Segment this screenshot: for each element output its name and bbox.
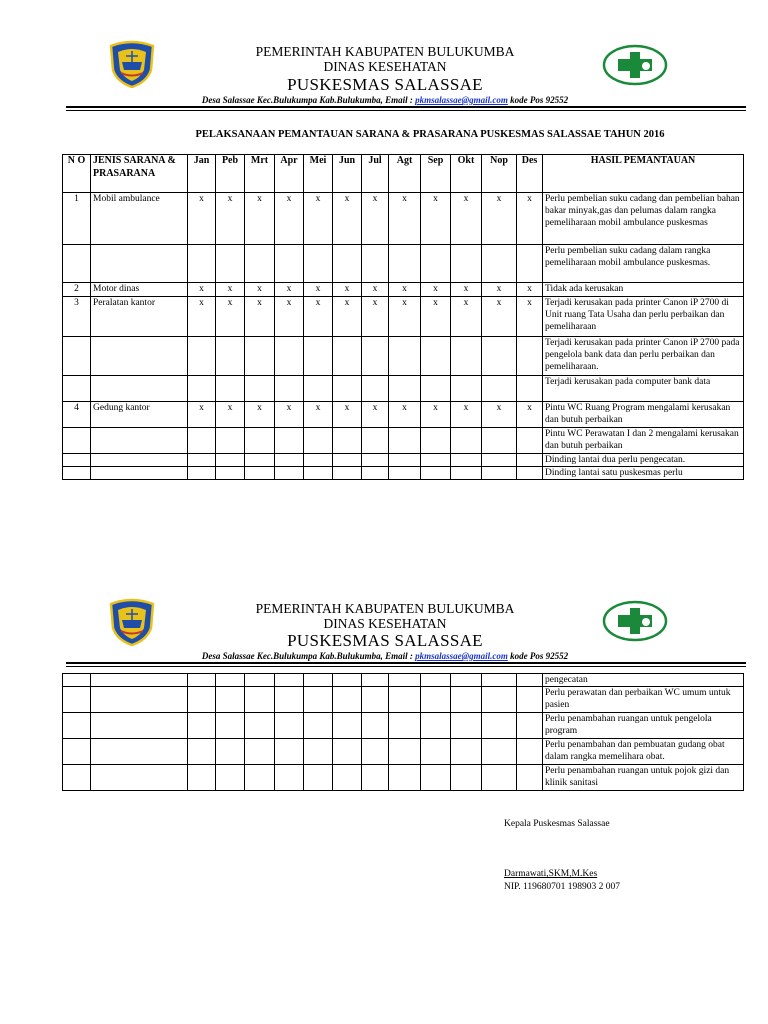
empty-cell <box>451 765 482 791</box>
month-mark <box>482 427 517 453</box>
month-mark <box>451 427 482 453</box>
month-mark <box>517 427 543 453</box>
empty-cell <box>216 713 245 739</box>
month-mark <box>304 245 333 283</box>
month-mark: x <box>275 401 304 427</box>
empty-cell <box>91 765 188 791</box>
table-row <box>63 713 744 739</box>
month-mark: x <box>482 283 517 297</box>
month-mark <box>245 375 275 401</box>
month-mark <box>275 466 304 479</box>
row-number: 1 <box>63 193 91 245</box>
empty-cell <box>451 713 482 739</box>
table-row <box>63 245 744 283</box>
col-month: Peb <box>216 155 245 193</box>
month-mark: x <box>245 193 275 245</box>
month-mark <box>517 375 543 401</box>
address-line <box>160 95 610 105</box>
empty-cell <box>389 674 421 687</box>
month-mark <box>389 453 421 466</box>
month-mark <box>389 427 421 453</box>
month-mark: x <box>482 193 517 245</box>
empty-cell <box>91 713 188 739</box>
empty-cell <box>333 739 362 765</box>
empty-cell <box>63 713 91 739</box>
month-mark: x <box>188 296 216 336</box>
month-mark <box>188 453 216 466</box>
empty-cell <box>333 687 362 713</box>
month-mark <box>275 453 304 466</box>
month-mark: x <box>245 401 275 427</box>
empty-cell <box>304 674 333 687</box>
table-row <box>63 765 744 791</box>
month-mark <box>451 453 482 466</box>
empty-cell <box>333 713 362 739</box>
month-mark: x <box>188 193 216 245</box>
empty-cell <box>421 674 451 687</box>
month-mark: x <box>216 283 245 297</box>
month-mark <box>517 245 543 283</box>
empty-cell <box>362 739 389 765</box>
col-month: Okt <box>451 155 482 193</box>
month-mark <box>451 245 482 283</box>
facility-type <box>91 245 188 283</box>
row-number <box>63 336 91 375</box>
empty-cell <box>362 687 389 713</box>
green-cross-icon <box>602 600 668 642</box>
empty-cell <box>63 739 91 765</box>
empty-cell <box>63 674 91 687</box>
monitoring-result: Perlu penambahan ruangan untuk pengelola program <box>543 713 744 739</box>
monitoring-result: Perlu penambahan dan pembuatan gudang obat dalam rangka memelihara obat. <box>543 739 744 765</box>
empty-cell <box>362 713 389 739</box>
empty-cell <box>245 713 275 739</box>
month-mark <box>482 466 517 479</box>
empty-cell <box>245 687 275 713</box>
empty-cell <box>517 713 543 739</box>
month-mark <box>216 375 245 401</box>
empty-cell <box>304 713 333 739</box>
facility-type <box>91 375 188 401</box>
monitoring-result: Tidak ada kerusakan <box>543 283 744 297</box>
month-mark <box>517 453 543 466</box>
govt-name: PEMERINTAH KABUPATEN BULUKUMBA <box>255 601 515 616</box>
table-row <box>63 375 744 401</box>
row-number: 3 <box>63 296 91 336</box>
empty-cell <box>91 739 188 765</box>
month-mark: x <box>389 193 421 245</box>
month-mark <box>421 427 451 453</box>
signature-role: Kepala Puskesmas Salassae <box>504 819 610 829</box>
empty-cell <box>275 713 304 739</box>
empty-cell <box>389 713 421 739</box>
govt-name: PEMERINTAH KABUPATEN BULUKUMBA <box>255 44 515 59</box>
dept-name: DINAS KESEHATAN <box>323 59 447 74</box>
month-mark <box>245 245 275 283</box>
address-prefix: Desa Salassae Kec.Bulukumpa Kab.Bulukumba, Email : <box>201 651 416 661</box>
empty-cell <box>304 739 333 765</box>
empty-cell <box>482 739 517 765</box>
header-rule <box>66 106 746 108</box>
address-suffix: kode Pos 92552 <box>507 651 569 661</box>
email-link[interactable]: pkmsalassae@gmail.com <box>415 95 508 105</box>
facility-type <box>91 453 188 466</box>
empty-cell <box>482 713 517 739</box>
empty-cell <box>517 687 543 713</box>
col-jenis: JENIS SARANA & PRASARANA <box>91 155 188 193</box>
table-row <box>63 193 744 245</box>
monitoring-result: pengecatan <box>543 674 744 687</box>
month-mark: x <box>275 193 304 245</box>
month-mark <box>304 453 333 466</box>
table-row <box>63 283 744 297</box>
month-mark: x <box>517 296 543 336</box>
table-row <box>63 674 744 687</box>
month-mark: x <box>362 283 389 297</box>
month-mark <box>275 375 304 401</box>
col-month: Jul <box>362 155 389 193</box>
row-number: 4 <box>63 401 91 427</box>
month-mark: x <box>188 283 216 297</box>
month-mark <box>304 336 333 375</box>
row-number: 2 <box>63 283 91 297</box>
empty-cell <box>275 739 304 765</box>
col-month: Sep <box>421 155 451 193</box>
monitoring-result: Terjadi kerusakan pada printer Canon iP 2700 pada pengelola bank data dan perlu perbaikan dan pemeliharaan. <box>543 336 744 375</box>
month-mark: x <box>389 283 421 297</box>
row-number <box>63 466 91 479</box>
empty-cell <box>188 765 216 791</box>
col-month: Jun <box>333 155 362 193</box>
month-mark <box>451 336 482 375</box>
empty-cell <box>482 687 517 713</box>
month-mark <box>333 245 362 283</box>
month-mark: x <box>482 296 517 336</box>
month-mark <box>389 245 421 283</box>
table-row <box>63 453 744 466</box>
month-mark: x <box>362 401 389 427</box>
empty-cell <box>421 687 451 713</box>
month-mark <box>245 466 275 479</box>
month-mark <box>482 245 517 283</box>
empty-cell <box>482 674 517 687</box>
month-mark <box>333 375 362 401</box>
month-mark <box>421 245 451 283</box>
month-mark: x <box>451 283 482 297</box>
signature-nip: NIP. 119680701 198903 2 007 <box>504 882 621 892</box>
row-number <box>63 453 91 466</box>
month-mark: x <box>517 401 543 427</box>
regency-emblem-icon <box>107 598 157 646</box>
col-month: Jan <box>188 155 216 193</box>
empty-cell <box>421 765 451 791</box>
month-mark <box>362 336 389 375</box>
empty-cell <box>451 687 482 713</box>
month-mark: x <box>275 283 304 297</box>
month-mark <box>245 427 275 453</box>
month-mark <box>275 245 304 283</box>
monitoring-result: Pintu WC Perawatan I dan 2 mengalami kerusakan dan butuh perbaikan <box>543 427 744 453</box>
green-cross-icon <box>602 44 668 86</box>
month-mark <box>275 336 304 375</box>
month-mark <box>421 453 451 466</box>
empty-cell <box>304 765 333 791</box>
month-mark <box>482 336 517 375</box>
monitoring-result: Perlu penambahan ruangan untuk pojok gizi dan klinik sanitasi <box>543 765 744 791</box>
address-prefix: Desa Salassae Kec.Bulukumpa Kab.Bulukumba, Email : <box>201 95 416 105</box>
row-number <box>63 375 91 401</box>
month-mark <box>333 427 362 453</box>
table-row <box>63 336 744 375</box>
month-mark <box>362 466 389 479</box>
month-mark <box>188 375 216 401</box>
month-mark: x <box>421 401 451 427</box>
month-mark <box>245 453 275 466</box>
month-mark <box>389 375 421 401</box>
month-mark <box>333 336 362 375</box>
month-mark <box>362 245 389 283</box>
month-mark: x <box>304 283 333 297</box>
month-mark: x <box>304 193 333 245</box>
month-mark <box>216 466 245 479</box>
month-mark: x <box>389 401 421 427</box>
month-mark: x <box>304 401 333 427</box>
month-mark <box>389 466 421 479</box>
empty-cell <box>517 674 543 687</box>
empty-cell <box>63 765 91 791</box>
col-month: Apr <box>275 155 304 193</box>
email-link[interactable]: pkmsalassae@gmail.com <box>415 651 508 661</box>
month-mark <box>482 453 517 466</box>
monitoring-result: Perlu perawatan dan perbaikan WC umum untuk pasien <box>543 687 744 713</box>
month-mark <box>362 427 389 453</box>
month-mark: x <box>362 296 389 336</box>
month-mark: x <box>216 193 245 245</box>
document-title: PELAKSANAAN PEMANTAUAN SARANA & PRASARANA PUSKESMAS SALASSAE TAHUN 2016 <box>195 129 665 140</box>
monitoring-table-continued <box>62 673 744 791</box>
empty-cell <box>389 765 421 791</box>
month-mark <box>188 427 216 453</box>
regency-emblem-icon <box>107 40 157 88</box>
month-mark: x <box>333 283 362 297</box>
facility-type: Mobil ambulance <box>91 193 188 245</box>
month-mark <box>333 453 362 466</box>
col-month: Mrt <box>245 155 275 193</box>
empty-cell <box>421 739 451 765</box>
month-mark: x <box>245 296 275 336</box>
monitoring-result: Terjadi kerusakan pada printer Canon iP 2700 di Unit ruang Tata Usaha dan perlu perbaikan dan pemeliharaan <box>543 296 744 336</box>
month-mark <box>245 336 275 375</box>
table-row <box>63 687 744 713</box>
empty-cell <box>188 739 216 765</box>
col-month: Des <box>517 155 543 193</box>
signature-name: Darmawati,SKM,M.Kes <box>504 869 598 879</box>
empty-cell <box>91 674 188 687</box>
facility-type <box>91 336 188 375</box>
month-mark: x <box>482 401 517 427</box>
month-mark: x <box>451 296 482 336</box>
empty-cell <box>389 739 421 765</box>
empty-cell <box>451 739 482 765</box>
monitoring-result: Perlu pembelian suku cadang dan pembelian bahan bakar minyak,gas dan pelumas dalam rangka pemeliharaan mobil ambulance puskesmas <box>543 193 744 245</box>
month-mark <box>482 375 517 401</box>
month-mark <box>333 466 362 479</box>
month-mark <box>275 427 304 453</box>
row-number <box>63 245 91 283</box>
empty-cell <box>216 674 245 687</box>
row-number <box>63 427 91 453</box>
empty-cell <box>216 739 245 765</box>
month-mark: x <box>333 193 362 245</box>
month-mark <box>216 336 245 375</box>
institution-name: PUSKESMAS SALASSAE <box>287 631 483 650</box>
month-mark <box>451 466 482 479</box>
month-mark <box>451 375 482 401</box>
table-row <box>63 427 744 453</box>
table-row <box>63 739 744 765</box>
header-rule <box>66 662 746 664</box>
month-mark: x <box>245 283 275 297</box>
empty-cell <box>517 739 543 765</box>
month-mark <box>517 466 543 479</box>
month-mark <box>421 336 451 375</box>
empty-cell <box>245 765 275 791</box>
empty-cell <box>389 687 421 713</box>
month-mark: x <box>517 193 543 245</box>
month-mark: x <box>333 401 362 427</box>
empty-cell <box>91 687 188 713</box>
empty-cell <box>188 687 216 713</box>
empty-cell <box>333 765 362 791</box>
month-mark: x <box>216 401 245 427</box>
address-suffix: kode Pos 92552 <box>507 95 569 105</box>
address-line <box>160 651 610 661</box>
facility-type <box>91 427 188 453</box>
month-mark: x <box>421 193 451 245</box>
month-mark: x <box>275 296 304 336</box>
month-mark: x <box>451 193 482 245</box>
month-mark <box>517 336 543 375</box>
month-mark <box>362 453 389 466</box>
month-mark: x <box>389 296 421 336</box>
month-mark: x <box>517 283 543 297</box>
facility-type: Peralatan kantor <box>91 296 188 336</box>
empty-cell <box>63 687 91 713</box>
facility-type: Motor dinas <box>91 283 188 297</box>
facility-type <box>91 466 188 479</box>
col-month: Agt <box>389 155 421 193</box>
month-mark: x <box>333 296 362 336</box>
col-month: Nop <box>482 155 517 193</box>
month-mark <box>216 245 245 283</box>
facility-type: Gedung kantor <box>91 401 188 427</box>
empty-cell <box>245 739 275 765</box>
col-hasil: HASIL PEMANTAUAN <box>543 155 744 193</box>
institution-name: PUSKESMAS SALASSAE <box>287 75 483 94</box>
month-mark: x <box>304 296 333 336</box>
month-mark <box>421 375 451 401</box>
empty-cell <box>275 765 304 791</box>
header-rule-thin <box>66 666 746 667</box>
table-row <box>63 401 744 427</box>
monitoring-result: Dinding lantai dua perlu pengecatan. <box>543 453 744 466</box>
month-mark <box>188 466 216 479</box>
month-mark <box>188 245 216 283</box>
monitoring-result: Pintu WC Ruang Program mengalami kerusakan dan butuh perbaikan <box>543 401 744 427</box>
empty-cell <box>188 713 216 739</box>
month-mark <box>216 427 245 453</box>
monitoring-table <box>62 154 744 480</box>
empty-cell <box>421 713 451 739</box>
dept-name: DINAS KESEHATAN <box>323 616 447 631</box>
month-mark <box>188 336 216 375</box>
col-no: N O <box>63 155 91 193</box>
col-month: Mei <box>304 155 333 193</box>
month-mark <box>304 466 333 479</box>
empty-cell <box>517 765 543 791</box>
month-mark <box>304 427 333 453</box>
month-mark: x <box>451 401 482 427</box>
month-mark <box>421 466 451 479</box>
empty-cell <box>216 765 245 791</box>
month-mark: x <box>362 193 389 245</box>
table-row <box>63 466 744 479</box>
empty-cell <box>216 687 245 713</box>
empty-cell <box>362 765 389 791</box>
empty-cell <box>482 765 517 791</box>
month-mark: x <box>421 296 451 336</box>
empty-cell <box>362 674 389 687</box>
table-row <box>63 296 744 336</box>
empty-cell <box>245 674 275 687</box>
monitoring-result: Dinding lantai satu puskesmas perlu <box>543 466 744 479</box>
empty-cell <box>304 687 333 713</box>
month-mark <box>216 453 245 466</box>
empty-cell <box>275 687 304 713</box>
month-mark: x <box>188 401 216 427</box>
month-mark <box>389 336 421 375</box>
header-rule-thin <box>66 110 746 111</box>
table-header-row <box>63 155 744 193</box>
empty-cell <box>333 674 362 687</box>
empty-cell <box>451 674 482 687</box>
monitoring-result: Perlu pembelian suku cadang dalam rangka pemeliharaan mobil ambulance puskesmas. <box>543 245 744 283</box>
empty-cell <box>188 674 216 687</box>
month-mark <box>362 375 389 401</box>
empty-cell <box>275 674 304 687</box>
monitoring-result: Terjadi kerusakan pada computer bank data <box>543 375 744 401</box>
month-mark: x <box>421 283 451 297</box>
month-mark: x <box>216 296 245 336</box>
month-mark <box>304 375 333 401</box>
